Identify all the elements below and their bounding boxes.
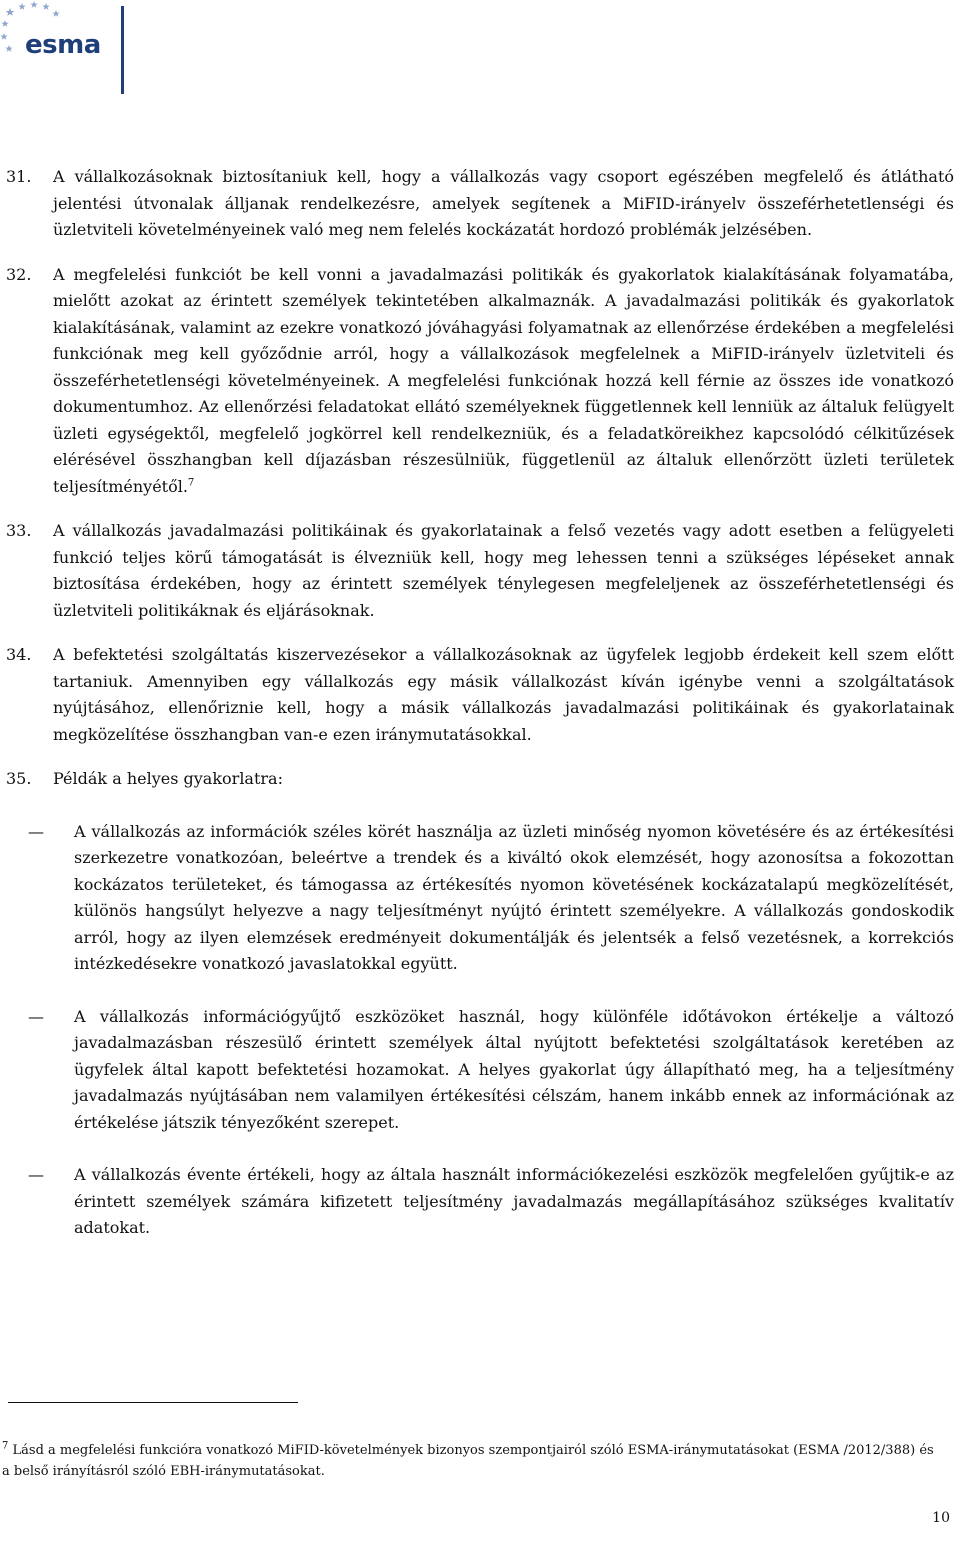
paragraph-31 [6,164,954,244]
footnote-number: 7 [2,1440,9,1452]
list-item-text: A vállalkozás információgyűjtő eszközöket használ, hogy különféle időtávokon értékelje a változó javadalmazásban részesülő érintett személyek által nyújtott befektetési szolgáltatások keretében az ügyfelek által kapott befektetési hozamokat. A helyes gyakorlat úgy állapítható meg, ha a teljesítmény javadalmazás nyújtásában nem valamilyen értékesítési célszám, hanem inkább ennek az információnak az értékelése játszik tényezőként szerepet. [74,1006,954,1132]
paragraph-32 [6,262,954,501]
footnote-reference[interactable]: 7 [187,477,195,489]
paragraph-text: A vállalkozásoknak biztosítaniuk kell, hogy a vállalkozás vagy csoport egészében megfelelő és átlátható jelentési útvonalak álljanak rendelkezésre, amelyek segítenek a MiFID-irányelv összeférhetetlenségi és üzletviteli követelményeinek való meg nem felelés kockázatát hordozó problémák jelzésében. [53,167,954,239]
paragraph-text: A megfelelési funkciót be kell vonni a javadalmazási politikák és gyakorlatok kialakításának folyamatába, mielőtt azokat az érintett személyek tekintetében alkalmaznák. A javadalmazási politikák és gyakorlatok kialakításának, valamint az ezekre vonatkozó jóváhagyási folyamatnak az ellenőrzése érdekében a megfelelési funkciónak meg kell győződnie arról, hogy a vállalkozások megfelelnek a MiFID-irányelv üzletviteli és összeférhetetlenségi követelményeinek. A megfelelési funkciónak hozzá kell férnie az összes ide vonatkozó dokumentumhoz. Az ellenőrzési feladatokat ellátó személyeknek függetlennek kell lenniük az általuk felügyelt üzleti egységektől, megfelelő jogkörrel kell rendelkezniük, és a feladatköreikhez kapcsolódó célkitűzések elérésével összhangban kell díjazásban részesülniük, függetlenül az általuk ellenőrzött üzleti területek teljesítményétől. [53,264,954,496]
paragraph-number: 32. [6,264,32,284]
good-practice-list [6,819,954,1242]
dash-marker: — [28,821,44,841]
paragraph-number: 33. [6,521,32,540]
logo-divider [121,6,124,94]
paragraph-text: Példák a helyes gyakorlatra: [53,769,283,788]
footnote-text: Lásd a megfelelési funkcióra vonatkozó MiFID-követelmények bizonyos szempontjairól szóló ESMA-iránymutatásokat (ESMA /2012/388) és a belső irányításról szóló EBH-iránymutatásokat. [2,1443,934,1479]
paragraph-number: 31. [6,167,32,186]
list-item-text: A vállalkozás évente értékeli, hogy az általa használt információkezelési eszközök megfelelően gyűjtik-e az érintett személyek számára kifizetett teljesítmény javadalmazás megállapításához szükséges kvalitatív adatokat. [74,1165,954,1237]
paragraph-33 [6,518,954,624]
paragraph-number: 35. [6,769,32,788]
dash-marker: — [28,1165,44,1184]
list-item [6,819,954,978]
footnote-separator [8,1402,298,1403]
dash-marker: — [28,1006,44,1026]
list-item [6,1004,954,1137]
page-number: 10 [932,1510,950,1526]
paragraph-35 [6,766,954,793]
footnote [2,1440,942,1482]
list-item [6,1162,954,1242]
paragraph-number: 34. [6,645,32,664]
paragraph-text: A befektetési szolgáltatás kiszervezésekor a vállalkozásoknak az ügyfelek legjobb érdekeit kell szem előtt tartaniuk. Amennyiben egy vállalkozás egy másik vállalkozást kíván igénybe venni a szolgáltatások nyújtásához, ellenőriznie kell, hogy a másik vállalkozás javadalmazási politikáinak és gyakorlatainak megközelítése összhangban van-e ezen iránymutatásokkal. [53,645,954,744]
list-item-text: A vállalkozás az információk széles körét használja az üzleti minőség nyomon követésére és az értékesítési szerkezetre vonatkozóan, beleértve a trendek és a kiváltó okok elemzését, hogy azonosítsa a fokozottan kockázatos területeket, és támogassa az értékesítés nyomon követésének kockázatalapú megközelítését, különös hangsúlyt helyezve a nagy teljesítményt nyújtó érintett személyekre. A vállalkozás gondoskodik arról, hogy az ilyen elemzések eredményeit dokumentálják és jelentsék a felső vezetésnek, a korrekciós intézkedésekre vonatkozó javaslatokkal együtt. [74,821,954,973]
document-body [6,164,954,1268]
paragraph-text: A vállalkozás javadalmazási politikáinak és gyakorlatainak a felső vezetés vagy adott esetben a felügyeleti funkció teljes körű támogatását is élvezniük kell, hogy meg lehessen tenni a szükséges lépéseket annak biztosítása érdekében, hogy az érintett személyek ténylegesen megfeleljenek az összeférhetetlenségi és üzletviteli politikáknak és eljárásoknak. [53,521,954,620]
logo-wordmark: esma [25,30,101,60]
paragraph-34 [6,642,954,748]
esma-logo [0,0,140,100]
